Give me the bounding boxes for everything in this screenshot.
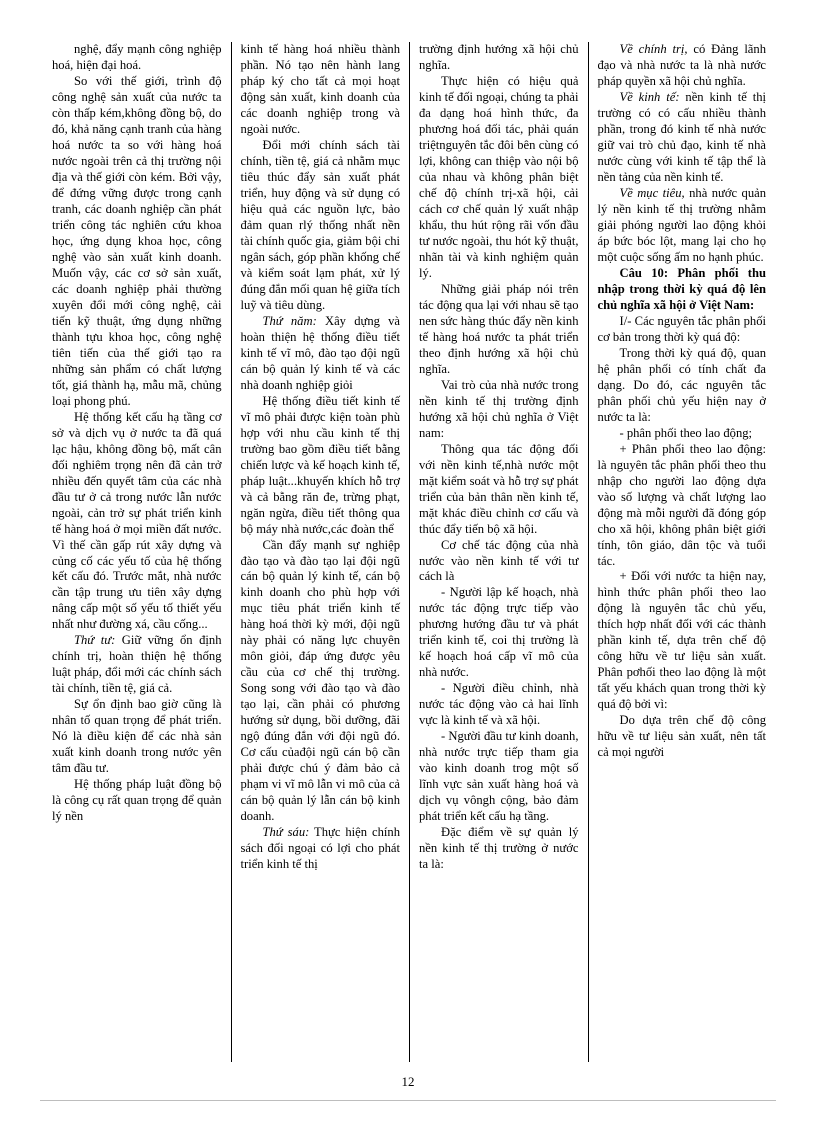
paragraph: Đổi mới chính sách tài chính, tiền tệ, giá cả nhằm mục tiêu thúc đẩy sản xuất phát triển, huy động và sử dụng có hiệu quả các nguồn lực, bảo đảm quan rlý thống nhất nền tài chính quốc gia, giảm bội chi ngân sách, góp phần khống chế và kiểm soát lạm phát, xử lý đúng đắn mối quan hệ giữa tích luỹ và tiêu dùng.	[240, 137, 400, 312]
section-heading	[598, 266, 767, 314]
paragraph: - Người điều chỉnh, nhà nước tác động vào cả hai lĩnh vực là kinh tế và xã hội.	[419, 681, 579, 728]
paragraph: + Đối với nước ta hiện nay, hình thức phân phối theo lao động là nguyên tắc chủ yếu, thích hợp nhất đối với các thành phần kinh tế, dựa trên chế độ công hữu về tư liệu sản xuất. Phân pơhối theo lao động là một tất yếu khách quan trong thời kỳ quá độ bởi vì:	[597, 569, 766, 712]
paragraph: Thông qua tác động đối với nền kinh tế,nhà nước một mặt kiểm soát và hỗ trợ sự phát triển của bản thân nền kinh tế, mặt khác điều chỉnh cơ cấu và thúc đẩy tiến bộ xã hội.	[419, 441, 579, 536]
paragraph-body: nhà nước quản lý nền kinh tế thị trường nhằm giải phóng người lao động khỏi áp bức bóc lột, mang lại cho họ một cuộc sống ấm no hạnh phúc.	[597, 185, 766, 264]
paragraph: + Phân phối theo lao động: là nguyên tắc phân phối theo thu nhập cho người lao động dựa vào số lượng và chất lượng lao động mà mỗi người đã đóng góp cho xã hội, không phân biệt giới tính, tôn giáo, dân tộc và tuổi tác.	[597, 441, 766, 568]
paragraph-body: Thực hiện chính sách đối ngoại có lợi cho phát triển kinh tế thị	[240, 825, 400, 872]
paragraph-with-italic-lead	[241, 825, 401, 873]
paragraph: - Người đầu tư kinh doanh, nhà nước trực tiếp tham gia vào kinh doanh trog một số lĩnh vực sản xuất hàng hoá và dịch vụ vôngh cộng, bảo đảm phát triển kết cấu hạ tầng.	[419, 729, 579, 824]
paragraph: nghệ, đẩy mạnh công nghiệp hoá, hiện đại hoá.	[52, 42, 222, 72]
paragraph: kinh tế hàng hoá nhiều thành phần. Nó tạo nên hành lang pháp ký cho tất cả mọi hoạt động sản xuất, kinh doanh của các doanh nghiệp trong và ngoài nước.	[240, 42, 400, 136]
paragraph-lead: Thứ năm:	[262, 313, 317, 328]
paragraph-body: nền kinh tế thị trường có có cấu nhiều thành phần, trong đó kinh tế nhà nước giữ vai trò chủ đạo, kinh tế nhà nước cùng với kinh tế tập thể là nền tảng của nền kinh tế.	[597, 89, 766, 184]
paragraph: Hệ thống điều tiết kinh tế vĩ mô phải được kiện toàn phù hợp với nhu cầu kinh tế thị trường bao gồm điều tiết bằng chiến lược và kế hoạch kinh tế, pháp luật...khuyến khích hỗ trợ và cả bằng răn đe, trừng phạt, ngăn ngừa, điều tiết thông qua bộ máy nhà nước,các đoàn thể	[240, 393, 400, 536]
text-column-4	[588, 42, 767, 1062]
paragraph: - Người lập kế hoạch, nhà nước tác động trực tiếp vào phương hướng đầu tư và phát triển kinh tế, coi thị trường là kế hoạch hoá cấp vĩ mô của nhà nước.	[419, 585, 579, 680]
paragraph-body: Xây dựng và hoàn thiện hệ thống điều tiết kinh tế vĩ mô, đào tạo đội ngũ cán bộ quản lý kinh tế và các nhà doanh nghiệp giỏi	[240, 313, 401, 392]
text-column-2	[231, 42, 410, 1062]
paragraph: Đặc điểm về sự quản lý nền kinh tế thị trường ở nước ta là:	[419, 825, 579, 872]
paragraph-lead: Về chính trị,	[619, 42, 688, 56]
paragraph-with-italic-lead	[241, 314, 401, 394]
paragraph: Thực hiện có hiệu quả kinh tế đối ngoại, chúng ta phải đa dạng hoá hình thức, đa phương hoá đối tác, phải quán triệtnguyên tắc đôi bên cùng có lợi, không can thiệp vào nội bộ của nhau và không phân biệt chế độ chính trị-xã hội, cải cách cơ chế quản lý xuất nhập khẩu, thu hút rộng rãi vốn đầu tư nước ngoài, thu hót kỹ thuật, nhãn tài và kinh nghiệm quản lý.	[419, 73, 579, 280]
footer-divider	[40, 1100, 776, 1101]
paragraph-lead: Về kinh tế:	[619, 89, 680, 104]
paragraph-with-italic-lead	[598, 42, 767, 90]
paragraph-lead: Thứ tư:	[74, 633, 116, 648]
paragraph-body: Giữ vững ổn định chính trị, hoàn thiện hệ thống luật pháp, đổi mới các chính sách tài chính, tiền tệ, giá cả.	[52, 633, 222, 696]
paragraph: Hệ thống pháp luật đồng bộ là công cụ rất quan trọng để quản lý nền	[52, 777, 222, 824]
paragraph-with-italic-lead	[598, 90, 767, 186]
paragraph: Trong thời kỳ quá độ, quan hệ phân phối có tính chất đa dạng. Do đó, các nguyên tắc phân phối chủ yếu hiện nay ở nước ta là:	[597, 345, 766, 424]
paragraph-body: có Đảng lãnh đạo và nhà nước ta là nhà nước pháp quyền xã hội chủ nghĩa.	[597, 42, 766, 88]
paragraph-lead: Về mục tiêu,	[619, 185, 685, 200]
paragraph: So với thế giới, trình độ công nghệ sản xuất của nước ta còn thấp kém,không đồng bộ, do đó, khả năng cạnh tranh của hàng hoá nước ta so với hàng hoá nước ngoài trên cả thị trường nội địa và thế giới còn kém. Bởi vậy, để đứng vững được trong cạnh tranh, các doanh nghiệp cần phát triển công tác nghiên cứu khoa học, ứng dụng khoa học, công nghệ vào sản xuất kinh doanh. Muốn vậy, các cơ sở sản xuất, các doanh nghiệp phải thường xuyên đổi mới công nghệ, cải tiến kỹ thuật, ứng dụng những thành tựu khoa học, công nghệ tiên tiến của thế giới tạo ra những sản phẩm có chất lượng tốt, giá thành hạ, mẫu mã, chủng loại phong phú.	[52, 73, 222, 408]
paragraph-with-italic-lead	[598, 186, 767, 266]
paragraph: Sự ổn định bao giờ cũng là nhân tố quan trọng để phát triển. Nó là điều kiện để các nhà sản xuất kinh doanh trong nước yên tâm đầu tư.	[52, 697, 222, 776]
paragraph: Cơ chế tác động của nhà nước vào nền kinh tế với tư cách là	[419, 537, 579, 584]
paragraph: Hệ thống kết cấu hạ tầng cơ sở và dịch vụ ở nước ta đã quá lạc hậu, không đồng bộ, mất cân đối nghiêm trọng nên đã cản trở nhiều đến quyết tâm của các nhà đầu tư ở cả trong nước lẫn nước ngoài, cản trở sự phát triển kinh tế hàng hoá ở mọi miền đất nước. Vì thế cần gấp rút xây dựng và củng cố các yếu tố của hệ thống kết cấu đó. Trước mắt, nhà nước cần tập trung ưu tiên xây dựng nâng cấp một số yếu tố thiết yếu nhất như đường xá, cầu cống...	[52, 409, 222, 632]
paragraph: - phân phối theo lao động;	[619, 425, 753, 440]
paragraph: Do dựa trên chế độ công hữu về tư liệu sản xuất, nên tất cả mọi người	[597, 713, 766, 760]
paragraph-lead: Thứ sáu:	[262, 825, 310, 840]
paragraph: Cần đẩy mạnh sự nghiệp đào tạo và đào tạo lại đội ngũ cán bộ quản lý kinh tế, cán bộ kinh doanh cho phù hợp với mục tiêu phát triển kinh tế hàng hoá thời kỳ mới, đội ngũ này phải có năng lực chuyên môn giỏi, đáp ứng được yêu cầu của cơ chế thị trường. Song song với đào tạo và đào tạo lại, cần phải có phương hướng sử dụng, bồi dưỡng, đãi ngộ đúng đắn với đội ngũ đó. Cơ cấu củađội ngũ cán bộ cần phải được chú ý đảm bảo cả phạm vi vĩ mô lẫn vi mô của cả cán bộ quản lý lẫn cán bộ kinh doanh.	[240, 537, 400, 824]
text-column-3	[409, 42, 588, 1062]
paragraph: I/- Các nguyên tắc phân phối cơ bản trong thời kỳ quá độ:	[597, 313, 766, 344]
section-heading-text: Câu 10: Phân phối thu nhập trong thời kỳ quá độ lên chủ nghĩa xã hội ở Việt Nam:	[597, 265, 766, 312]
text-column-1	[52, 42, 231, 1062]
page-columns	[52, 42, 766, 1062]
paragraph: Vai trò của nhà nước trong nền kinh tế thị trường định hướng xã hội chủ nghĩa ở Việt nam:	[419, 377, 579, 440]
page-number: 12	[401, 1074, 415, 1089]
paragraph: Những giải pháp nói trên tác động qua lại với nhau sẽ tạo nen sức hàng thúc đẩy nền kinh tế hàng hoá nước ta phát triển theo định hướng xã hội chủ nghĩa.	[419, 281, 579, 376]
paragraph-with-italic-lead	[52, 633, 222, 697]
paragraph: trường định hướng xã hội chủ nghĩa.	[419, 42, 579, 72]
